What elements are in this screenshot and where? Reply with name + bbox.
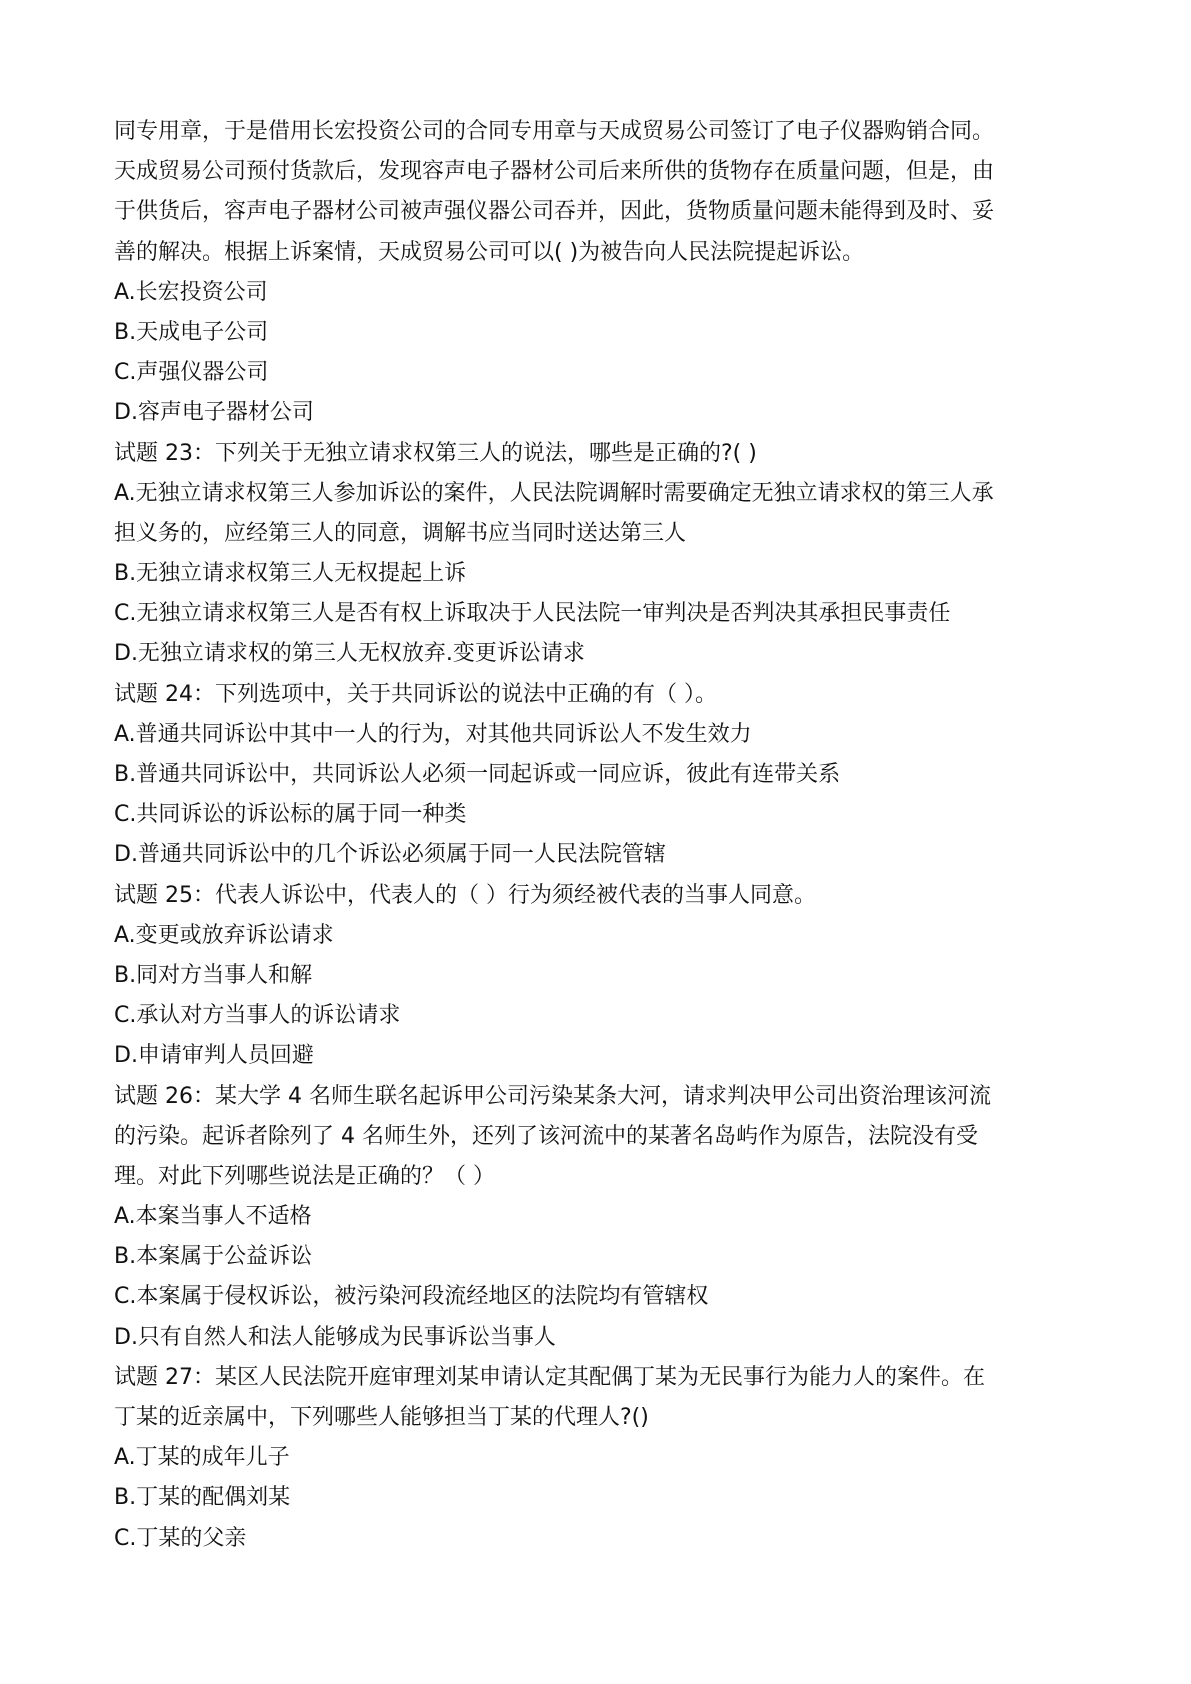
question-25: 试题 25：代表人诉讼中，代表人的（ ）行为须经被代表的当事人同意。 <box>114 882 816 908</box>
option-d: D.容声电子器材公司 <box>114 400 314 426</box>
option-c: C.无独立请求权第三人是否有权上诉取决于人民法院一审判决是否判决其承担民事责任 <box>114 601 951 627</box>
option-d: D.普通共同诉讼中的几个诉讼必须属于同一人民法院管辖 <box>114 842 666 868</box>
option-c: C.声强仪器公司 <box>114 360 269 386</box>
question-26: 试题 26：某大学 4 名师生联名起诉甲公司污染某条大河，请求判决甲公司出资治理该河流 <box>114 1083 991 1109</box>
question-24: 试题 24：下列选项中，关于共同诉讼的说法中正确的有（ ）。 <box>114 681 717 707</box>
option-b: B.丁某的配偶刘某 <box>114 1485 291 1511</box>
option-a: A.丁某的成年儿子 <box>114 1445 290 1471</box>
option-a: A.变更或放弃诉讼请求 <box>114 922 334 948</box>
text-line: 天成贸易公司预付货款后，发现容声电子器材公司后来所供的货物存在质量问题，但是，由 <box>114 159 995 185</box>
option-a: A.无独立请求权第三人参加诉讼的案件，人民法院调解时需要确定无独立请求权的第三人承 <box>114 480 994 506</box>
text-line: 理。对此下列哪些说法是正确的？（ ） <box>114 1163 495 1189</box>
text-line: 担义务的，应经第三人的同意，调解书应当同时送达第三人 <box>114 520 687 546</box>
option-c: C.承认对方当事人的诉讼请求 <box>114 1003 401 1029</box>
option-d: D.无独立请求权的第三人无权放弃.变更诉讼请求 <box>114 641 585 667</box>
text-line: 丁某的近亲属中，下列哪些人能够担当丁某的代理人?() <box>114 1405 649 1430</box>
question-27: 试题 27：某区人民法院开庭审理刘某申请认定其配偶丁某为无民事行为能力人的案件。在 <box>114 1364 985 1390</box>
document-body <box>114 112 1084 1559</box>
question-23: 试题 23：下列关于无独立请求权第三人的说法，哪些是正确的?( ) <box>114 440 757 466</box>
option-b: B.同对方当事人和解 <box>114 962 313 988</box>
option-d: D.申请审判人员回避 <box>114 1043 314 1069</box>
option-a: A.长宏投资公司 <box>114 279 268 305</box>
option-a: A.本案当事人不适格 <box>114 1204 312 1230</box>
option-c: C.共同诉讼的诉讼标的属于同一种类 <box>114 802 467 828</box>
text-line: 于供货后，容声电子器材公司被声强仪器公司吞并，因此，货物质量问题未能得到及时、妥 <box>114 199 995 225</box>
option-b: B.天成电子公司 <box>114 319 269 345</box>
option-b: B.无独立请求权第三人无权提起上诉 <box>114 561 467 587</box>
text-line: 同专用章，于是借用长宏投资公司的合同专用章与天成贸易公司签订了电子仪器购销合同。 <box>114 119 995 144</box>
option-a: A.普通共同诉讼中其中一人的行为，对其他共同诉讼人不发生效力 <box>114 721 752 747</box>
text-line: 的污染。起诉者除列了 4 名师生外，还列了该河流中的某著名岛屿作为原告，法院没有受 <box>114 1123 978 1149</box>
option-c: C.本案属于侵权诉讼，被污染河段流经地区的法院均有管辖权 <box>114 1284 709 1310</box>
option-d: D.只有自然人和法人能够成为民事诉讼当事人 <box>114 1324 556 1350</box>
option-b: B.普通共同诉讼中，共同诉讼人必须一同起诉或一同应诉，彼此有连带关系 <box>114 762 841 787</box>
text-line: 善的解决。根据上诉案情，天成贸易公司可以( )为被告向人民法院提起诉讼。 <box>114 239 865 265</box>
option-b: B.本案属于公益诉讼 <box>114 1244 313 1270</box>
option-c: C.丁某的父亲 <box>114 1525 247 1551</box>
